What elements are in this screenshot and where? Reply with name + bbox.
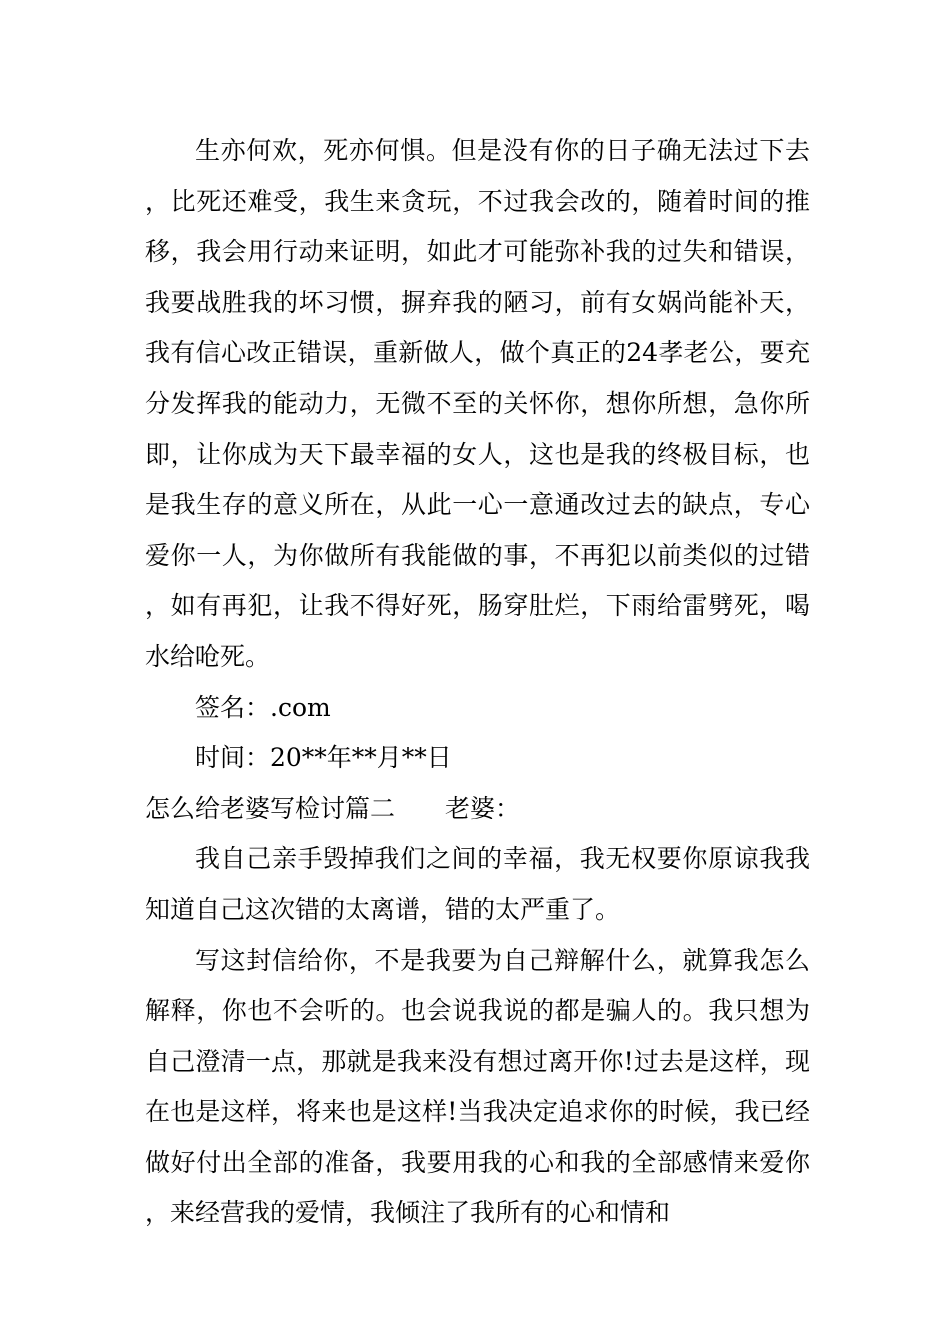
paragraph-apology: 生亦何欢，死亦何惧。但是没有你的日子确无法过下去，比死还难受，我生来贪玩，不过我会改的，随着时间的推移，我会用行动来证明，如此才可能弥补我的过失和错误，我要战胜我的坏习惯，摒弃我的陋习，前有女娲尚能补天，我有信心改正错误，重新做人，做个真正的24孝老公，要充分发挥我的能动力，无微不至的关怀你，想你所想，急你所即，让你成为天下最幸福的女人，这也是我的终极目标，也是我生存的意义所在，从此一心一意通改过去的缺点，专心爱你一人，为你做所有我能做的事，不再犯以前类似的过错，如有再犯，让我不得好死，肠穿肚烂，下雨给雷劈死，喝水给呛死。 — [145, 136, 810, 671]
date-line: 时间：20**年**月**日 — [195, 743, 452, 773]
signature-line: 签名：.com — [195, 692, 331, 722]
document-body — [145, 126, 810, 1239]
salutation: 老婆： — [445, 793, 521, 823]
paragraph-explanation: 写这封信给你，不是我要为自己辩解什么，就算我怎么解释，你也不会听的。也会说我说的都是骗人的。我只想为自己澄清一点，那就是我来没有想过离开你!过去是这样，现在也是这样，将来也是这样!当我决定追求你的时候，我已经做好付出全部的准备，我要用我的心和我的全部感情来爱你，来经营我的爱情，我倾注了我所有的心和情和 — [145, 945, 810, 1228]
section-heading-line — [145, 784, 810, 835]
section-title: 怎么给老婆写检讨篇二 — [145, 793, 396, 823]
paragraph-remorse: 我自己亲手毁掉我们之间的幸福，我无权要你原谅我我知道自己这次错的太离谱，错的太严重了。 — [145, 844, 810, 924]
